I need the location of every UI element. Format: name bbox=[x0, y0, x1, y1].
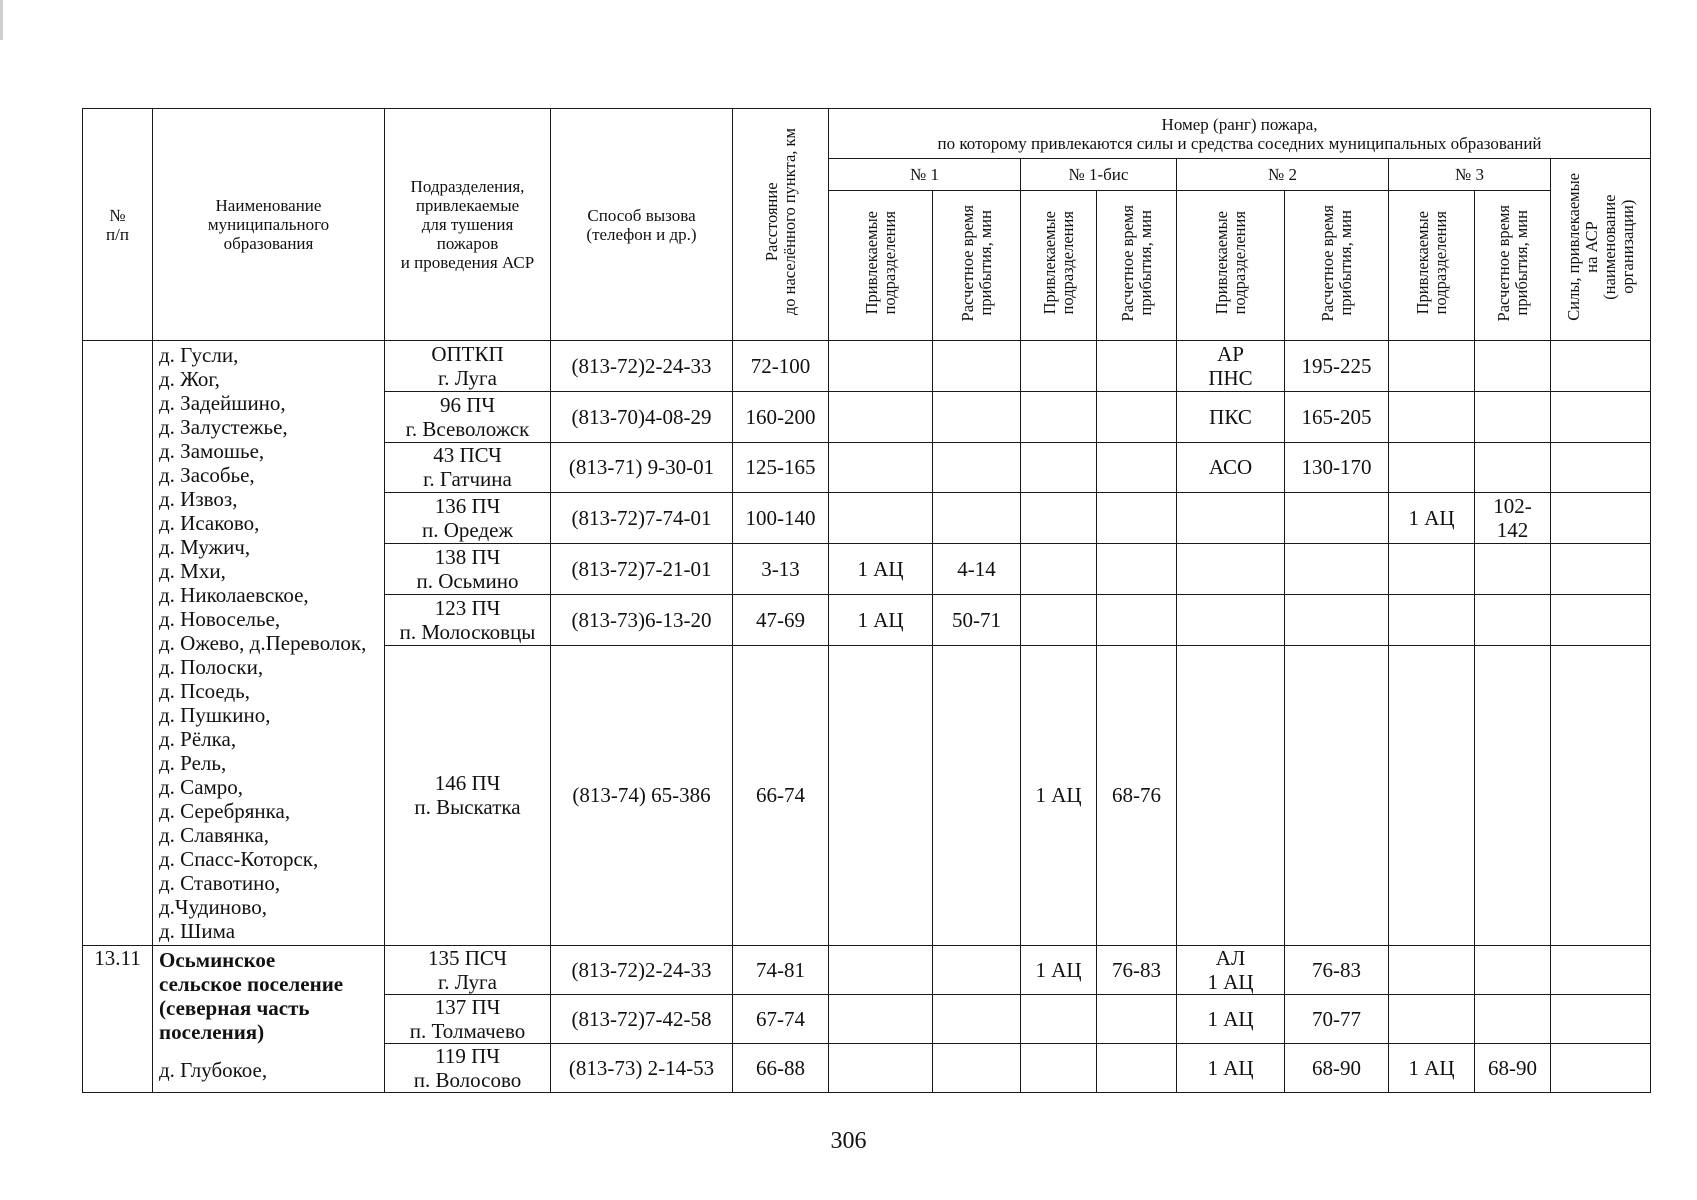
cell-phone: (813-72)7-74-01 bbox=[551, 493, 733, 544]
cell-phone: (813-72)2-24-33 bbox=[551, 946, 733, 995]
cell-rank1-time bbox=[933, 391, 1021, 442]
cell-unit: 123 ПЧ п. Молосковцы bbox=[385, 594, 551, 645]
cell-rank2-units: 1 АЦ bbox=[1177, 995, 1285, 1044]
cell-rank3-units: 1 АЦ bbox=[1389, 1044, 1475, 1093]
header-asr-forces-text: Силы, привлекаемые на АСР (наименование организации) bbox=[1563, 173, 1637, 321]
cell-phone: (813-71) 9-30-01 bbox=[551, 442, 733, 493]
cell-rank1-time bbox=[933, 645, 1021, 946]
cell-rank1-units bbox=[829, 645, 933, 946]
cell-rank1-time bbox=[933, 1044, 1021, 1093]
header-rank-title: Номер (ранг) пожара, по которому привлекаются силы и средства соседних муниципальных образований bbox=[829, 109, 1651, 159]
cell-rank2-units: АСО bbox=[1177, 442, 1285, 493]
cell-rank1bis-units bbox=[1021, 493, 1097, 544]
cell-rank2-units bbox=[1177, 493, 1285, 544]
cell-rank2-units: 1 АЦ bbox=[1177, 1044, 1285, 1093]
cell-rank2-units bbox=[1177, 594, 1285, 645]
cell-asr-forces bbox=[1551, 391, 1651, 442]
cell-rank1bis-units bbox=[1021, 391, 1097, 442]
section-title-cell bbox=[153, 946, 385, 1093]
cell-rank1-units bbox=[829, 995, 933, 1044]
cell-rank1bis-time bbox=[1097, 594, 1177, 645]
cell-unit: 138 ПЧ п. Осьмино bbox=[385, 544, 551, 595]
cell-rank1-time: 4-14 bbox=[933, 544, 1021, 595]
header-units: Подразделения, привлекаемые для тушения пожаров и проведения АСР bbox=[385, 109, 551, 341]
cell-rank3-units bbox=[1389, 594, 1475, 645]
cell-rank1bis-time bbox=[1097, 995, 1177, 1044]
header-rank-1bis: № 1-бис bbox=[1021, 159, 1177, 191]
cell-rank1bis-time bbox=[1097, 1044, 1177, 1093]
cell-rank3-units bbox=[1389, 442, 1475, 493]
cell-rank1bis-units bbox=[1021, 995, 1097, 1044]
cell-rank1bis-units bbox=[1021, 594, 1097, 645]
cell-rank1-units bbox=[829, 946, 933, 995]
cell-asr-forces bbox=[1551, 594, 1651, 645]
cell-asr-forces bbox=[1551, 995, 1651, 1044]
cell-rank3-time: 102- 142 bbox=[1475, 493, 1551, 544]
cell-rank2-time: 68-90 bbox=[1285, 1044, 1389, 1093]
header-rank3-time bbox=[1475, 191, 1551, 341]
cell-asr-forces bbox=[1551, 1044, 1651, 1093]
cell-rank3-units bbox=[1389, 995, 1475, 1044]
cell-rank2-time: 165-205 bbox=[1285, 391, 1389, 442]
page-number: 306 bbox=[830, 1128, 867, 1154]
cell-rank1-time bbox=[933, 493, 1021, 544]
cell-rank2-time: 195-225 bbox=[1285, 341, 1389, 392]
header-rank1bis-time-text: Расчетное время прибытия, мин bbox=[1117, 204, 1155, 322]
cell-distance: 100-140 bbox=[733, 493, 829, 544]
cell-rank1-units bbox=[829, 442, 933, 493]
cell-rank1bis-time: 68-76 bbox=[1097, 645, 1177, 946]
cell-phone: (813-70)4-08-29 bbox=[551, 391, 733, 442]
cell-rank2-time: 130-170 bbox=[1285, 442, 1389, 493]
header-rank1-units-text: Привлекаемые подразделения bbox=[861, 211, 899, 315]
cell-unit: ОПТКП г. Луга bbox=[385, 341, 551, 392]
cell-asr-forces bbox=[1551, 341, 1651, 392]
scan-edge-mark bbox=[0, 0, 3, 40]
cell-unit: 119 ПЧ п. Волосово bbox=[385, 1044, 551, 1093]
fire-forces-table bbox=[82, 108, 1651, 1093]
cell-unit: 135 ПСЧ г. Луга bbox=[385, 946, 551, 995]
cell-rank1bis-time bbox=[1097, 544, 1177, 595]
cell-rank1bis-time: 76-83 bbox=[1097, 946, 1177, 995]
header-rank3-units bbox=[1389, 191, 1475, 341]
header-rank1bis-time bbox=[1097, 191, 1177, 341]
cell-distance: 72-100 bbox=[733, 341, 829, 392]
cell-rank1bis-units bbox=[1021, 1044, 1097, 1093]
section-number: 13.11 bbox=[83, 946, 153, 1093]
village-list: д. Гусли, д. Жог, д. Задейшино, д. Залустежье, д. Замошье, д. Засобье, д. Извоз, д. Исаково, д. Мужич, д. Мхи, д. Николаевское, д. Новоселье, д. Ожево, д.Переволок, д. Полоски, д. Псоедь, д. Пушкино, д. Рёлка, д. Рель, д. Самро, д. Серебрянка, д. Славянка, д. Спасс-Которск, д. Ставотино, д.Чудиново, д. Шима bbox=[153, 341, 385, 946]
header-distance bbox=[733, 109, 829, 341]
header-call-method: Способ вызова (телефон и др.) bbox=[551, 109, 733, 341]
header-rank1-units bbox=[829, 191, 933, 341]
cell-rank1-units bbox=[829, 1044, 933, 1093]
cell-phone: (813-73)6-13-20 bbox=[551, 594, 733, 645]
cell-rank2-units: АР ПНС bbox=[1177, 341, 1285, 392]
header-rank2-units-text: Привлекаемые подразделения bbox=[1211, 211, 1249, 315]
cell-rank1-time bbox=[933, 341, 1021, 392]
cell-rank2-time bbox=[1285, 594, 1389, 645]
cell-rank3-time bbox=[1475, 995, 1551, 1044]
cell-distance: 3-13 bbox=[733, 544, 829, 595]
cell-rank1bis-units bbox=[1021, 442, 1097, 493]
cell-asr-forces bbox=[1551, 544, 1651, 595]
cell-distance: 160-200 bbox=[733, 391, 829, 442]
cell-rank1-units: 1 АЦ bbox=[829, 544, 933, 595]
header-rank1bis-units bbox=[1021, 191, 1097, 341]
header-distance-text: Расстояние до населённого пункта, км bbox=[761, 128, 799, 316]
cell-rank3-time bbox=[1475, 544, 1551, 595]
header-rank1-time-text: Расчетное время прибытия, мин bbox=[957, 204, 995, 322]
cell-rank1bis-units bbox=[1021, 544, 1097, 595]
header-rank-3: № 3 bbox=[1389, 159, 1551, 191]
cell-unit: 96 ПЧ г. Всеволожск bbox=[385, 391, 551, 442]
table-row bbox=[83, 946, 1651, 995]
cell-rank3-time bbox=[1475, 645, 1551, 946]
cell-unit: 136 ПЧ п. Оредеж bbox=[385, 493, 551, 544]
cell-distance: 66-74 bbox=[733, 645, 829, 946]
cell-row-number bbox=[83, 341, 153, 946]
cell-rank3-time bbox=[1475, 341, 1551, 392]
section-village: д. Глубокое, bbox=[159, 1058, 268, 1082]
cell-rank1-time bbox=[933, 946, 1021, 995]
cell-rank1bis-time bbox=[1097, 493, 1177, 544]
cell-rank3-time bbox=[1475, 946, 1551, 995]
cell-unit: 146 ПЧ п. Выскатка bbox=[385, 645, 551, 946]
cell-rank2-time: 70-77 bbox=[1285, 995, 1389, 1044]
cell-rank1bis-units: 1 АЦ bbox=[1021, 946, 1097, 995]
cell-asr-forces bbox=[1551, 645, 1651, 946]
cell-rank1bis-time bbox=[1097, 341, 1177, 392]
header-rank2-time bbox=[1285, 191, 1389, 341]
cell-phone: (813-72)7-42-58 bbox=[551, 995, 733, 1044]
cell-rank1-units bbox=[829, 341, 933, 392]
cell-rank3-units bbox=[1389, 645, 1475, 946]
cell-rank3-units bbox=[1389, 946, 1475, 995]
header-rank3-time-text: Расчетное время прибытия, мин bbox=[1493, 204, 1531, 322]
cell-unit: 137 ПЧ п. Толмачево bbox=[385, 995, 551, 1044]
cell-distance: 67-74 bbox=[733, 995, 829, 1044]
header-rank2-time-text: Расчетное время прибытия, мин bbox=[1317, 204, 1355, 322]
cell-rank1bis-units: 1 АЦ bbox=[1021, 645, 1097, 946]
cell-asr-forces bbox=[1551, 946, 1651, 995]
cell-rank1-time: 50-71 bbox=[933, 594, 1021, 645]
cell-rank1-units bbox=[829, 391, 933, 442]
header-rank-1: № 1 bbox=[829, 159, 1021, 191]
cell-rank3-time bbox=[1475, 594, 1551, 645]
cell-distance: 66-88 bbox=[733, 1044, 829, 1093]
header-rank3-units-text: Привлекаемые подразделения bbox=[1412, 211, 1450, 315]
cell-rank1-units bbox=[829, 493, 933, 544]
cell-rank1-time bbox=[933, 442, 1021, 493]
cell-rank3-units bbox=[1389, 544, 1475, 595]
cell-phone: (813-74) 65-386 bbox=[551, 645, 733, 946]
header-row-number: № п/п bbox=[83, 109, 153, 341]
header-rank1-time bbox=[933, 191, 1021, 341]
cell-rank1-time bbox=[933, 995, 1021, 1044]
cell-rank1-units: 1 АЦ bbox=[829, 594, 933, 645]
cell-rank3-units: 1 АЦ bbox=[1389, 493, 1475, 544]
cell-rank3-time bbox=[1475, 442, 1551, 493]
header-rank-2: № 2 bbox=[1177, 159, 1389, 191]
cell-rank2-units bbox=[1177, 645, 1285, 946]
cell-asr-forces bbox=[1551, 442, 1651, 493]
cell-distance: 47-69 bbox=[733, 594, 829, 645]
cell-rank3-time bbox=[1475, 391, 1551, 442]
cell-distance: 74-81 bbox=[733, 946, 829, 995]
cell-asr-forces bbox=[1551, 493, 1651, 544]
cell-phone: (813-73) 2-14-53 bbox=[551, 1044, 733, 1093]
cell-rank2-units: АЛ 1 АЦ bbox=[1177, 946, 1285, 995]
header-municipality-name: Наименование муниципального образования bbox=[153, 109, 385, 341]
cell-rank1bis-time bbox=[1097, 391, 1177, 442]
cell-rank3-units bbox=[1389, 341, 1475, 392]
cell-distance: 125-165 bbox=[733, 442, 829, 493]
cell-phone: (813-72)2-24-33 bbox=[551, 341, 733, 392]
section-title: Осьминское сельское поселение (северная часть поселения) bbox=[159, 948, 344, 1044]
cell-rank2-units bbox=[1177, 544, 1285, 595]
cell-rank2-time: 76-83 bbox=[1285, 946, 1389, 995]
cell-rank1bis-time bbox=[1097, 442, 1177, 493]
cell-rank2-time bbox=[1285, 544, 1389, 595]
cell-rank1bis-units bbox=[1021, 341, 1097, 392]
cell-phone: (813-72)7-21-01 bbox=[551, 544, 733, 595]
cell-rank2-time bbox=[1285, 645, 1389, 946]
header-asr-forces bbox=[1551, 159, 1651, 341]
header-rank1bis-units-text: Привлекаемые подразделения bbox=[1039, 211, 1077, 315]
cell-rank2-units: ПКС bbox=[1177, 391, 1285, 442]
cell-rank3-units bbox=[1389, 391, 1475, 442]
cell-rank3-time: 68-90 bbox=[1475, 1044, 1551, 1093]
table-row bbox=[83, 341, 1651, 392]
header-rank2-units bbox=[1177, 191, 1285, 341]
cell-unit: 43 ПСЧ г. Гатчина bbox=[385, 442, 551, 493]
cell-rank2-time bbox=[1285, 493, 1389, 544]
